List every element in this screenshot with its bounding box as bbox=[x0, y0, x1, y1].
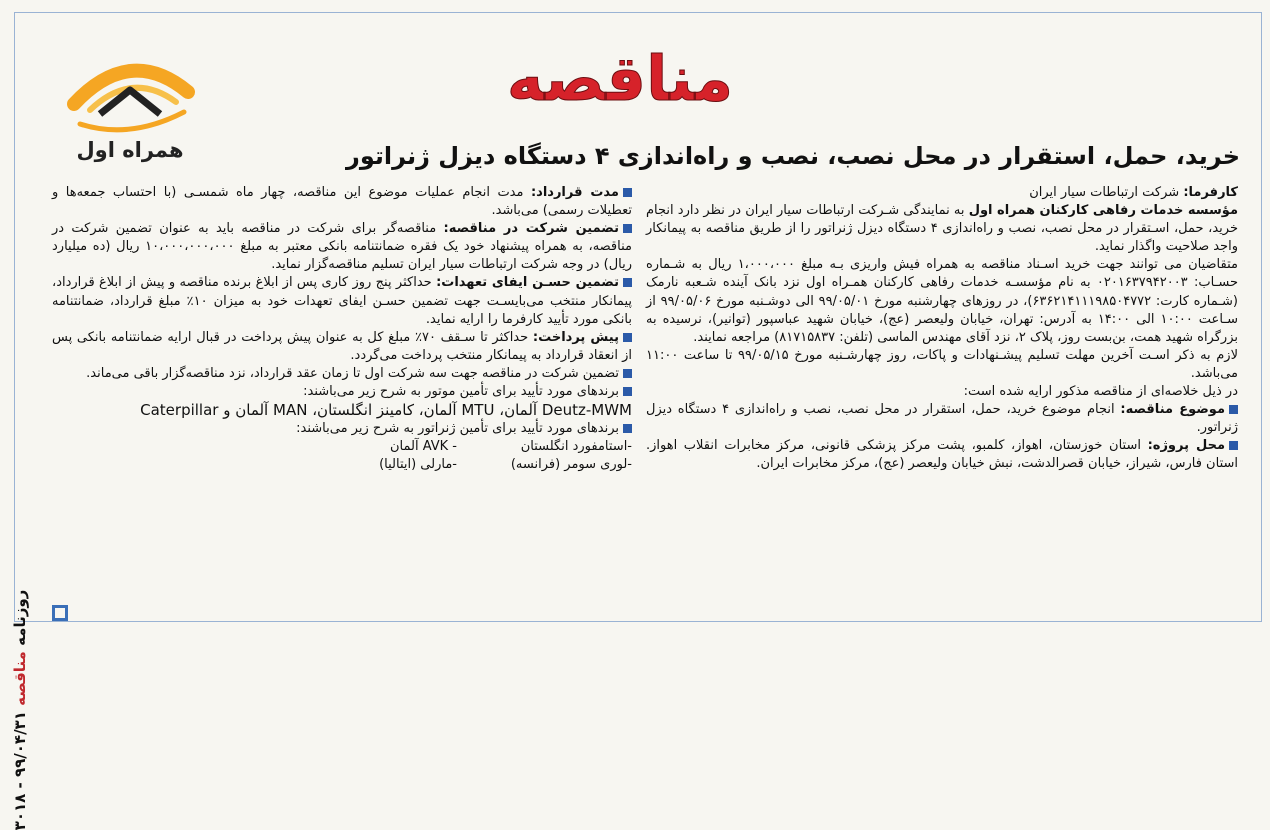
generator-brand-item: - AVK آلمان bbox=[389, 439, 457, 455]
generator-brands-intro-text: برندهای مورد تأیید برای تأمین ژنراتور به شرح زیر می‌باشند: bbox=[296, 421, 619, 437]
summary-intro: در ذیل خلاصه‌ای از مناقصه مذکور ارایه شده است: bbox=[963, 384, 1238, 400]
location-text: استان خوزستان، اهواز، کلمبو، پشت مرکز پزشکی قانونی، مرکز مخابرات انقلاب اهواز. استان فارس، شیراز، خیابان قصرالدشت، نبش خیابان ولیعصر (عج)، مرکز مخابرات ایران. bbox=[646, 438, 1238, 472]
prepayment-paragraph bbox=[52, 329, 632, 365]
employer-text: شرکت ارتباطات سیار ایران bbox=[1029, 185, 1180, 200]
bullet-icon bbox=[623, 333, 632, 342]
intro-paragraph bbox=[646, 202, 1238, 256]
bullet-icon bbox=[623, 188, 632, 197]
newspaper-date-stamp bbox=[11, 590, 29, 830]
corner-square-icon bbox=[52, 605, 68, 621]
ad-title: مناقصه bbox=[506, 42, 734, 115]
generator-brand-item: -استامفورد انگلستان bbox=[520, 439, 632, 455]
newspaper-label: روزنامه bbox=[11, 589, 29, 646]
left-column bbox=[52, 184, 632, 474]
subject-paragraph bbox=[646, 401, 1238, 437]
logo-text: همراه اول bbox=[76, 138, 184, 162]
generator-brands-row-1 bbox=[52, 438, 632, 456]
bullet-icon bbox=[623, 424, 632, 433]
performance-text: حداکثر پنج روز کاری پس از ابلاغ برنده مناقصه و پیش از ابلاغ قرارداد، پیمانکار منتخب می‌بایسـت جهت تضمین حسـن ایفای تعهدات خود به میزان ۱۰٪ مبلغ قرارداد، ضمانتنامه بانکی مورد تأیید کارفرما را ارایه نماید. bbox=[52, 275, 632, 327]
generator-brands-intro bbox=[52, 420, 632, 438]
location-paragraph bbox=[646, 437, 1238, 473]
institution-text: به نمایندگی شـرکت ارتباطات سیار ایران در نظر دارد انجام خرید، حمل، اسـتقرار در محل نصب، نصب و راه‌اندازی ۴ دستگاه دیزل ژنراتور را از طریق مناقصه به پیمانکار واجد صلاحیت واگذار نماید. bbox=[646, 203, 1238, 255]
generator-brand-item: -مارلی (ایتالیا) bbox=[379, 457, 457, 473]
bid-guarantee-note bbox=[52, 365, 632, 383]
engine-brands-intro-text: برندهای مورد تأیید برای تأمین موتور به شرح زیر می‌باشند: bbox=[303, 384, 619, 400]
prepayment-text: حداکثر تا سـقف ۷۰٪ مبلغ کل به عنوان پیش پرداخت در قبال ارایه ضمانتنامه بانکی پس از انعقاد قرارداد به پیمانکار منتخب پرداخت می‌گردد. bbox=[52, 329, 632, 363]
newspaper-side-strip bbox=[0, 280, 40, 830]
bullet-icon bbox=[1229, 405, 1238, 414]
bullet-icon bbox=[623, 224, 632, 233]
engine-brands-list: Deutz-MWM آلمان، MTU آلمان، کامینز انگلستان، MAN آلمان و Caterpillar bbox=[140, 401, 632, 420]
guarantee-label: تضمین شرکت در مناقصه: bbox=[443, 221, 620, 237]
newspaper-name: مناقصه bbox=[11, 651, 29, 706]
bullet-icon bbox=[1229, 441, 1238, 450]
performance-label: تضمین حسـن ایفای تعهدات: bbox=[436, 275, 619, 291]
bullet-icon bbox=[623, 387, 632, 396]
duration-paragraph bbox=[52, 184, 632, 220]
ad-subtitle: خرید، حمل، استقرار در محل نصب، نصب و راه‌اندازی ۴ دستگاه دیزل ژنراتور bbox=[346, 142, 1240, 170]
generator-brands-row-2 bbox=[52, 456, 632, 474]
bullet-icon bbox=[623, 278, 632, 287]
duration-label: مدت قرارداد: bbox=[530, 185, 619, 200]
guarantee-paragraph bbox=[52, 220, 632, 274]
bid-guarantee-text: تضمین شرکت در مناقصه جهت سه شرکت اول تا زمان عقد قرارداد، نزد مناقصه‌گزار باقی می‌ماند. bbox=[86, 365, 619, 381]
bullet-icon bbox=[623, 369, 632, 378]
duration-text: مدت انجام عملیات موضوع این مناقصه، چهار ماه شمسـی (با احتساب جمعه‌ها و تعطیلات رسمی) می‌باشد. bbox=[52, 185, 632, 219]
generator-brand-item: -لوری سومر (فرانسه) bbox=[510, 457, 632, 473]
subject-label: موضوع مناقصه: bbox=[1120, 402, 1225, 418]
employer-paragraph bbox=[646, 184, 1238, 202]
deadline-paragraph: لازم به ذکر اسـت آخرین مهلت تسلیم پیشـنهادات و پاکات، روز چهارشـنبه مورخ ۹۹/۰۵/۱۵ تا ساعت ۱۱:۰۰ می‌باشد. bbox=[646, 347, 1238, 381]
right-column bbox=[646, 184, 1238, 474]
institution-label: مؤسسه خدمات رفاهی کارکنان همراه اول bbox=[968, 203, 1238, 219]
guarantee-text: مناقصه‌گر برای شرکت در مناقصه باید به عنوان تضمین شرکت در مناقصه، به همراه پیشنهاد خود یک فقره ضمانتنامه بانکی معتبر به مبلغ ۱۰،۰۰۰،۰۰۰،۰۰۰ ریال (ده میلیارد ریال) در وجه شرکت ارتباطات سیار ایران تسلیم مناقصه‌گزار نماید. bbox=[52, 221, 632, 273]
documents-paragraph: متقاضیان می توانند جهت خرید اسـناد مناقصه به همراه فیش واریزی بـه مبلغ ۱،۰۰۰،۰۰۰ ریال به شـماره حسـاب: ۰۲۰۱۶۳۷۹۴۲۰۰۳ به نام مؤسسـه خدمات رفاهی کارکنان همـراه اول نزد بانک آینده شـعبه نارمک (شـماره کارت: ۶۳۶۲۱۴۱۱۱۹۸۵۰۴۷۷۲)، در روزهای چهارشنبه مورخ ۹۹/۰۵/۰۱ الی دوشـنبه مورخ ۹۹/۰۵/۰۶ از سـاعت ۱۰:۰۰ الی ۱۴:۰۰ به آدرس: تهران، خیابان ولیعصر (عج)، خیابان شهید عباسپور (توانیر)، نرسیده به بزرگراه شهید همت، بن‌بست روز، پلاک ۲، نزد آقای مهندس الماسی (تلفن: ۸۱۷۱۵۸۳۷) مراجعه نمایند. bbox=[646, 257, 1239, 345]
issue-date: ۹۹/۰۴/۳۱ - ۳۰۱۸ bbox=[11, 711, 29, 830]
prepayment-label: پیش پرداخت: bbox=[532, 329, 619, 345]
engine-brands-intro bbox=[52, 383, 632, 401]
employer-label: کارفرما: bbox=[1183, 185, 1238, 200]
subject-text: انجام موضوع خرید، حمل، استقرار در محل نصب، نصب و راه‌اندازی ۴ دستگاه دیزل ژنراتور. bbox=[646, 402, 1238, 436]
location-label: محل پروژه: bbox=[1147, 438, 1225, 454]
performance-paragraph bbox=[52, 274, 632, 328]
